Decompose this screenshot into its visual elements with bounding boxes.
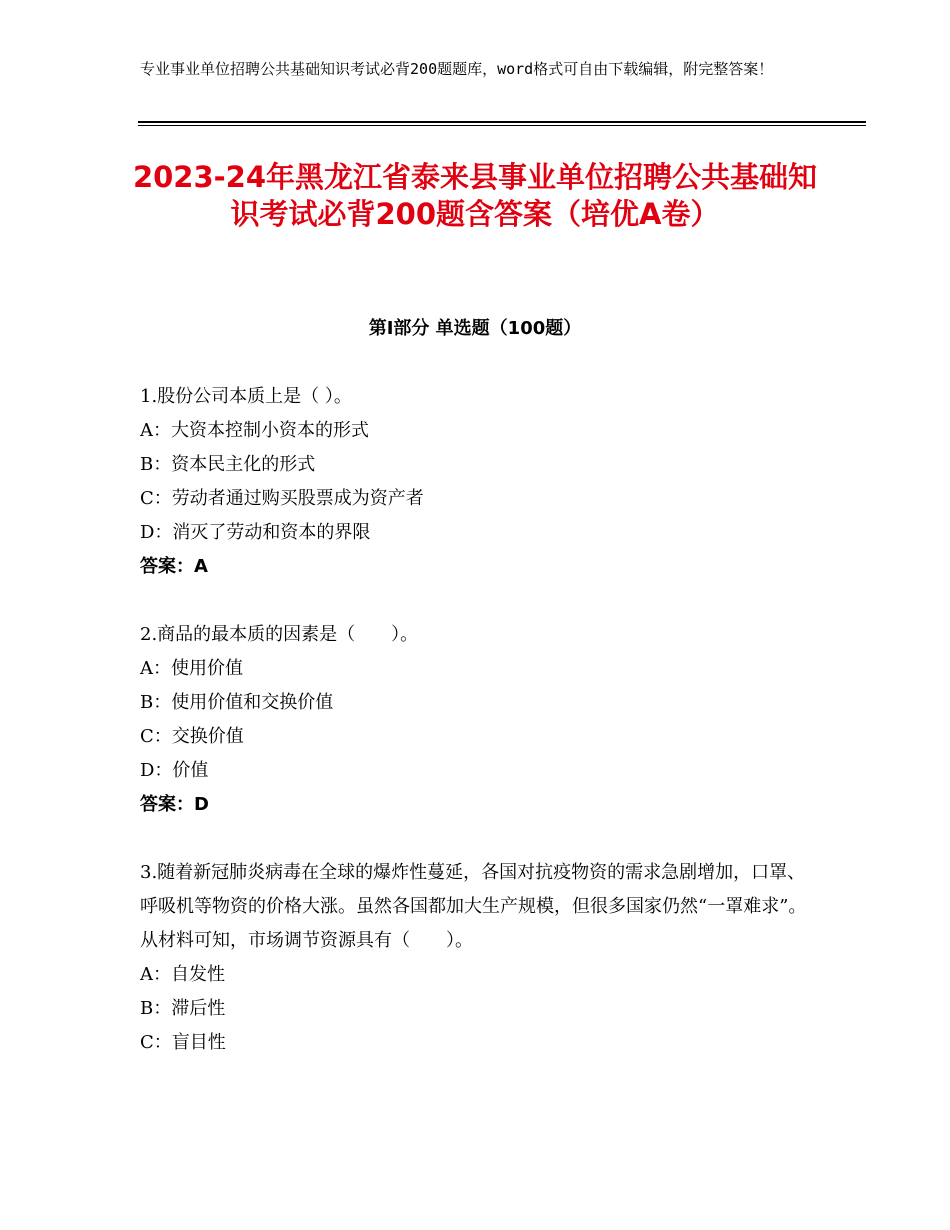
option-c: C：盲目性	[140, 1032, 226, 1053]
question-2	[140, 618, 810, 822]
option-b: B：滞后性	[140, 998, 226, 1019]
answer: 答案：A	[140, 556, 208, 577]
question-stem: 2.商品的最本质的因素是（ ）。	[140, 624, 419, 645]
header-rule-thick	[138, 121, 866, 123]
option-a: A：使用价值	[140, 658, 243, 679]
section-title: 第Ⅰ部分 单选题（100题）	[368, 318, 582, 339]
option-a: A：自发性	[140, 964, 225, 985]
option-b: B：使用价值和交换价值	[140, 692, 334, 713]
option-c: C：劳动者通过购买股票成为资产者	[140, 488, 424, 509]
option-d: D：价值	[140, 760, 209, 781]
answer: 答案：D	[140, 794, 209, 815]
document-title: 2023-24年黑龙江省泰来县事业单位招聘公共基础知识考试必背200题含答案（培优A卷）	[132, 160, 818, 231]
question-stem: 1.股份公司本质上是（ ）。	[140, 386, 352, 407]
question-1	[140, 380, 810, 584]
header-rule-thin	[138, 125, 866, 126]
header-note: 专业事业单位招聘公共基础知识考试必背200题题库，word格式可自由下载编辑，附完整答案！	[140, 60, 774, 78]
question-stem: 3.随着新冠肺炎病毒在全球的爆炸性蔓延，各国对抗疫物资的需求急剧增加，口罩、呼吸机等物资的价格大涨。虽然各国都加大生产规模，但很多国家仍然“一罩难求”。从材料可知，市场调节资源具有（ ）。	[140, 862, 807, 951]
option-b: B：资本民主化的形式	[140, 454, 316, 475]
question-3	[140, 856, 810, 1060]
option-a: A：大资本控制小资本的形式	[140, 420, 369, 441]
option-d: D：消灭了劳动和资本的界限	[140, 522, 371, 543]
option-c: C：交换价值	[140, 726, 244, 747]
